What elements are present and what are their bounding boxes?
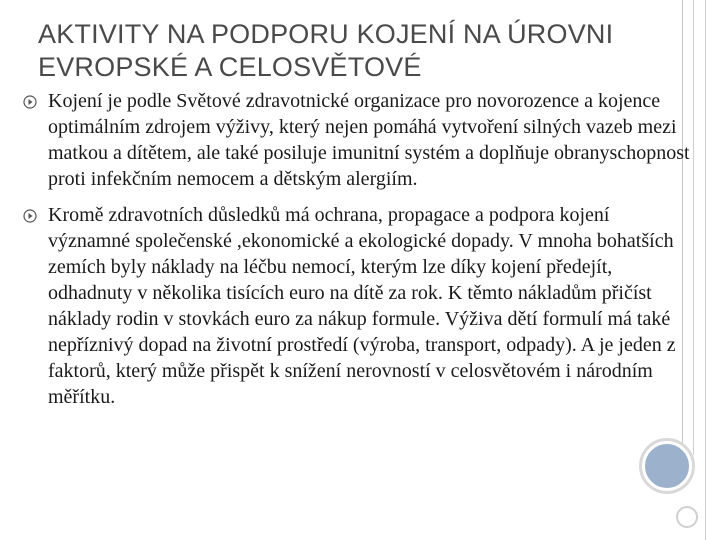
bullet-text: Kojení je podle Světové zdravotnické organizace pro novorozence a kojence optimálním zdrojem výživy, který nejen pomáhá vytvoření silných vazeb mezi matkou a dítětem, ale také posiluje imunitní systém a doplňuje obranyschopnost proti infekčním nemocem a dětským alergiím. <box>48 90 690 190</box>
bullet-item <box>22 88 692 192</box>
circle-chevron-right-icon <box>23 95 37 109</box>
circle-chevron-right-icon <box>23 209 37 223</box>
slide-title: AKTIVITY NA PODPORU KOJENÍ NA ÚROVNI EVROPSKÉ A CELOSVĚTOVÉ <box>38 19 614 82</box>
bullet-item <box>22 202 692 410</box>
decorative-vertical-line <box>705 0 706 540</box>
slide-body <box>22 88 692 420</box>
decorative-vertical-line <box>693 0 694 455</box>
decorative-circle <box>643 442 691 490</box>
bullet-text: Kromě zdravotních důsledků má ochrana, propagace a podpora kojení významné společenské ,ekonomické a ekologické dopady. V mnoha bohatších zemích byly náklady na léčbu nemocí, kterým lze díky kojení předejít, odhadnuty v několika tisících euro na dítě za rok. K těmto nákladům přičíst náklady rodin v stovkách euro za nákup formule. Výživa dětí formulí má také nepříznivý dopad na životní prostředí (výroba, transport, odpady). A je jeden z faktorů, který může přispět k snížení nerovností v celosvětovém i národním měřítku. <box>48 204 676 408</box>
decorative-small-circle <box>676 506 698 528</box>
